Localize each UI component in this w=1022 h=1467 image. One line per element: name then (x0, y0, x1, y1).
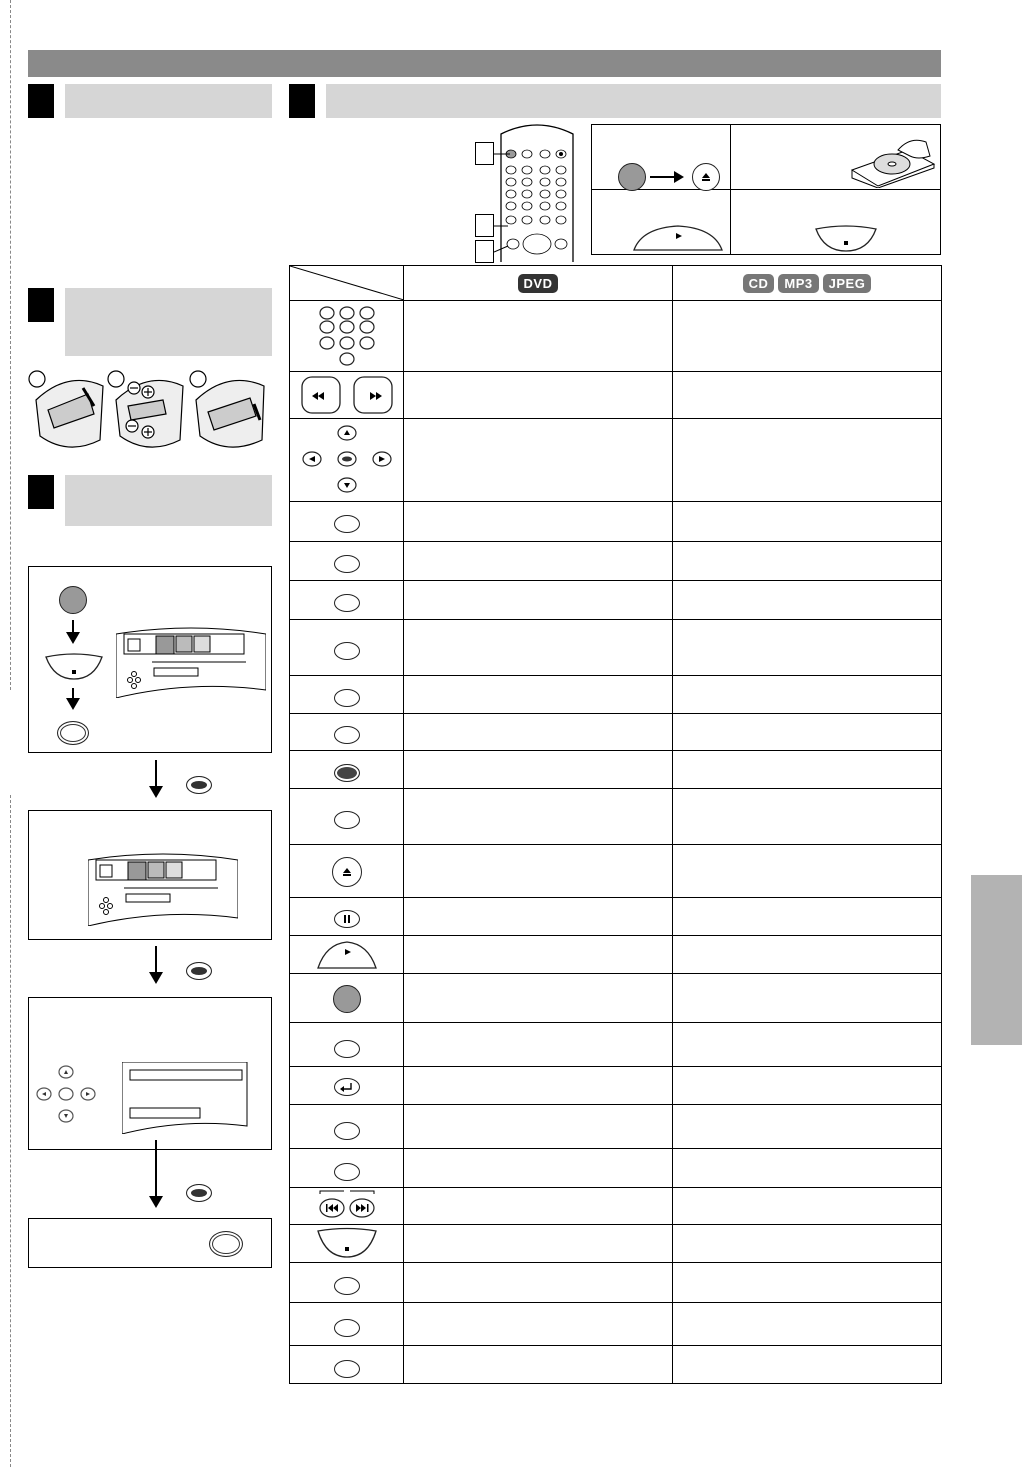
key-cell (290, 1263, 404, 1303)
dvd-cell (404, 974, 673, 1023)
section-marker-1 (28, 84, 54, 118)
dvd-cell (404, 1263, 673, 1303)
cut-line-bottom (10, 795, 11, 1467)
flow-arrow-icon (155, 1140, 157, 1206)
table-row (290, 676, 942, 714)
dvd-cell (404, 845, 673, 898)
oval-button-icon[interactable] (57, 721, 89, 745)
callout-box-2 (475, 214, 494, 237)
dvd-cell (404, 1149, 673, 1188)
key-cell (290, 1149, 404, 1188)
key-cell (290, 502, 404, 542)
oval-button-icon[interactable] (334, 811, 360, 829)
cd-cell (673, 620, 942, 676)
oval-button-icon[interactable] (334, 689, 360, 707)
cd-cell (673, 1346, 942, 1384)
key-cell (290, 936, 404, 974)
oval-button-icon[interactable] (334, 1360, 360, 1378)
menu-screen-illustration (122, 1062, 252, 1134)
oval-button-icon[interactable] (334, 642, 360, 660)
right-arrow-icon (650, 171, 684, 183)
oval-button-icon[interactable] (334, 594, 360, 612)
oval-button-icon[interactable] (334, 1277, 360, 1295)
cd-cell (673, 1225, 942, 1263)
table-row (290, 1263, 942, 1303)
section-title-bar-1 (65, 84, 272, 118)
table-row (290, 301, 942, 372)
table-row (290, 1105, 942, 1149)
key-cell (290, 898, 404, 936)
jpeg-logo: JPEG (823, 274, 872, 293)
table-row (290, 581, 942, 620)
dvd-cell (404, 372, 673, 419)
power-button-icon[interactable] (618, 163, 646, 191)
callout-lines (494, 150, 524, 260)
dvd-cell (404, 581, 673, 620)
dvd-cell (404, 1023, 673, 1067)
key-cell (290, 1303, 404, 1346)
table-row (290, 936, 942, 974)
cd-cell (673, 1023, 942, 1067)
cd-cell (673, 372, 942, 419)
key-cell (290, 845, 404, 898)
oval-button-icon[interactable] (334, 1319, 360, 1337)
cd-cell (673, 1149, 942, 1188)
play-icon[interactable] (290, 936, 404, 973)
cd-cell (673, 1067, 942, 1105)
key-cell (290, 714, 404, 751)
table-row (290, 974, 942, 1023)
oval-button-icon[interactable] (334, 555, 360, 573)
cd-cell (673, 502, 942, 542)
arrow-cursor-icon[interactable] (290, 419, 404, 501)
key-cell (290, 1067, 404, 1105)
table-row (290, 1303, 942, 1346)
cd-cell (673, 301, 942, 372)
flow-arrow-icon (155, 946, 157, 982)
key-cell (290, 1346, 404, 1384)
table-row (290, 1346, 942, 1384)
key-cell (290, 1105, 404, 1149)
cd-cell (673, 542, 942, 581)
key-cell (290, 751, 404, 789)
dvd-cell (404, 898, 673, 936)
key-function-table (289, 265, 942, 1384)
key-cell (290, 620, 404, 676)
key-cell (290, 301, 404, 372)
section-title-bar-3 (65, 475, 272, 526)
table-row (290, 542, 942, 581)
dvd-cell (404, 1105, 673, 1149)
rewind-forward-icon[interactable] (290, 372, 404, 418)
pause-icon[interactable] (334, 910, 360, 928)
stop-button-icon[interactable] (44, 653, 104, 681)
enter-button-icon[interactable] (186, 1184, 212, 1202)
tv-screen-illustration (88, 852, 238, 926)
side-tab (971, 875, 1022, 1045)
dvd-logo: DVD (518, 274, 559, 293)
cd-cell (673, 751, 942, 789)
cd-cell (673, 845, 942, 898)
header-corner-cell (290, 266, 404, 301)
dvd-cell (404, 714, 673, 751)
flow-arrow-icon (155, 760, 157, 796)
table-row (290, 502, 942, 542)
dvd-cell (404, 1188, 673, 1225)
cd-cell (673, 898, 942, 936)
return-icon[interactable] (334, 1078, 360, 1096)
key-cell (290, 789, 404, 845)
battery-install-illustration (28, 370, 268, 456)
cd-cell (673, 714, 942, 751)
dvd-cell (404, 751, 673, 789)
stop-icon[interactable] (290, 1225, 404, 1262)
dvd-cell (404, 502, 673, 542)
cd-cell (673, 789, 942, 845)
table-row (290, 845, 942, 898)
callout-box-3 (475, 240, 494, 263)
down-arrow-icon (72, 688, 74, 708)
skip-icon[interactable] (290, 1188, 404, 1224)
oval-button-icon[interactable] (334, 1163, 360, 1181)
cd-cell (673, 1263, 942, 1303)
dvd-cell (404, 789, 673, 845)
table-row (290, 620, 942, 676)
setup-button-icon[interactable] (59, 586, 87, 614)
callout-box-1 (475, 142, 494, 165)
arrow-cursor-icon[interactable] (34, 1060, 104, 1130)
cd-cell (673, 581, 942, 620)
power-button-icon[interactable] (333, 985, 361, 1013)
table-row (290, 898, 942, 936)
dvd-cell (404, 1225, 673, 1263)
header-bar (28, 50, 941, 77)
section-title-bar-right (326, 84, 941, 118)
section-marker-right (289, 84, 315, 118)
cd-cell (673, 1105, 942, 1149)
cd-cell (673, 419, 942, 502)
stop-button-icon[interactable] (814, 225, 878, 253)
tv-screen-illustration (116, 626, 266, 698)
key-cell (290, 1188, 404, 1225)
eject-icon[interactable] (332, 857, 362, 887)
dvd-cell (404, 936, 673, 974)
play-button-icon[interactable] (632, 224, 724, 252)
dvd-cell (404, 1067, 673, 1105)
number-keypad-icon[interactable] (290, 301, 404, 371)
enter-button-icon[interactable] (334, 764, 360, 782)
cd-cell (673, 974, 942, 1023)
section-marker-3 (28, 475, 54, 509)
dvd-cell (404, 1346, 673, 1384)
dvd-cell (404, 542, 673, 581)
dvd-cell (404, 620, 673, 676)
key-cell (290, 372, 404, 419)
table-row (290, 1023, 942, 1067)
enter-button-icon[interactable] (186, 776, 212, 794)
cd-cell (673, 1303, 942, 1346)
key-cell (290, 1225, 404, 1263)
dvd-cell (404, 676, 673, 714)
down-arrow-icon (72, 620, 74, 642)
section-title-bar-2 (65, 288, 272, 356)
key-cell (290, 542, 404, 581)
header-cd-mp3-jpeg-cell (673, 266, 942, 301)
dvd-cell (404, 1303, 673, 1346)
oval-button-icon[interactable] (209, 1231, 243, 1257)
dvd-cell (404, 301, 673, 372)
table-row (290, 419, 942, 502)
oval-button-icon[interactable] (334, 1122, 360, 1140)
cd-logo: CD (743, 274, 775, 293)
cd-cell (673, 936, 942, 974)
header-dvd-cell (404, 266, 673, 301)
key-cell (290, 974, 404, 1023)
table-row (290, 1149, 942, 1188)
table-row (290, 372, 942, 419)
dvd-cell (404, 419, 673, 502)
oval-button-icon[interactable] (334, 1040, 360, 1058)
eject-icon[interactable] (692, 163, 720, 191)
key-cell (290, 1023, 404, 1067)
table-row (290, 714, 942, 751)
disc-tray-illustration (848, 130, 938, 188)
oval-button-icon[interactable] (334, 515, 360, 533)
section-marker-2 (28, 288, 54, 322)
table-row (290, 1225, 942, 1263)
table-row (290, 751, 942, 789)
grid-line-h (591, 189, 941, 190)
oval-button-icon[interactable] (334, 726, 360, 744)
key-cell (290, 581, 404, 620)
table-row (290, 789, 942, 845)
enter-button-icon[interactable] (186, 962, 212, 980)
cd-cell (673, 1188, 942, 1225)
table-row (290, 1067, 942, 1105)
key-cell (290, 676, 404, 714)
mp3-logo: MP3 (778, 274, 818, 293)
table-header-row (290, 266, 942, 301)
table-row (290, 1188, 942, 1225)
key-cell (290, 419, 404, 502)
cd-cell (673, 676, 942, 714)
cut-line-top (10, 0, 11, 690)
